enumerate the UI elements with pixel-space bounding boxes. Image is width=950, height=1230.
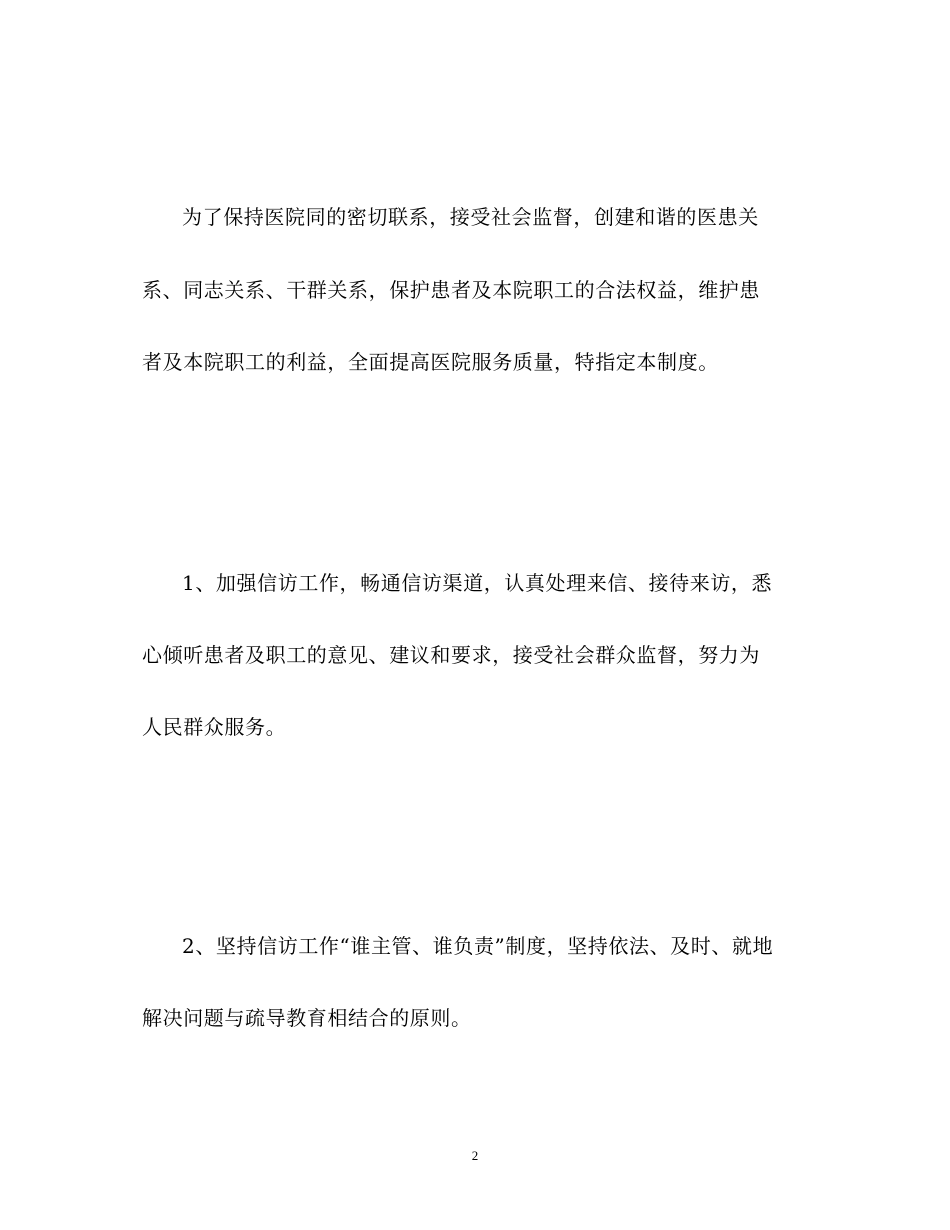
- paragraph-line: 系、同志关系、干群关系，保护患者及本院职工的合法权益，维护患: [142, 278, 760, 302]
- paragraph-line: 者及本院职工的利益，全面提高医院服务质量，特指定本制度。: [142, 350, 719, 374]
- paragraph-line: 为了保持医院同的密切联系，接受社会监督，创建和谐的医患关: [182, 205, 759, 229]
- paragraph-line: 解决问题与疏导教育相结合的原则。: [142, 1006, 472, 1030]
- paragraph-line: 心倾听患者及职工的意见、建议和要求，接受社会群众监督，努力为: [142, 643, 760, 667]
- paragraph-line: 2、坚持信访工作“谁主管、谁负责”制度，坚持依法、及时、就地: [182, 934, 774, 958]
- paragraph-line: 1、加强信访工作，畅通信访渠道，认真处理来信、接待来访，悉: [182, 571, 773, 595]
- paragraph-line: 人民群众服务。: [142, 715, 287, 739]
- page-number: 2: [471, 1148, 479, 1163]
